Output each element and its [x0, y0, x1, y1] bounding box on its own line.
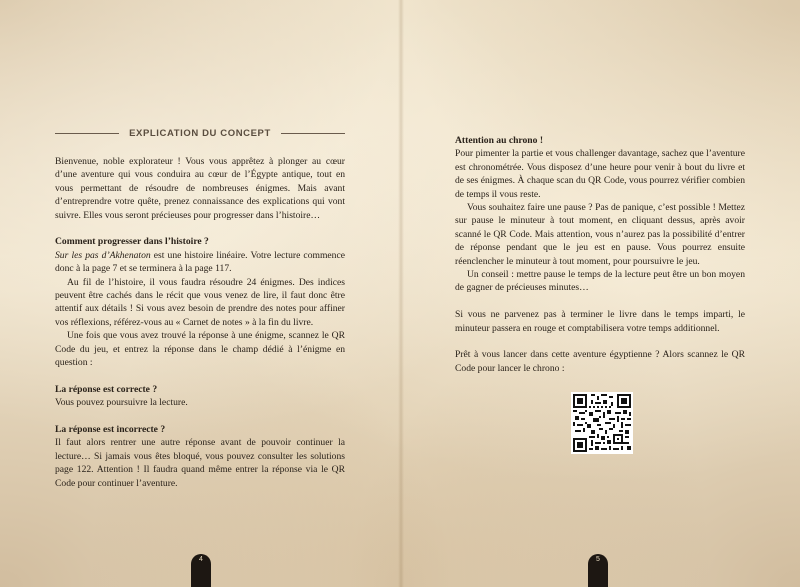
heading-rule-right	[281, 133, 345, 134]
right-text-column	[455, 134, 745, 375]
intro-paragraph: Bienvenue, noble explorateur ! Vous vous apprêtez à plonger au cœur d’une aventure qui vous conduira au cœur de l’Égypte antique, tout en vous permettant de résoudre de nombreuses énigmes. Mais avant d’entreprendre votre quête, prenez connaissance des explications qui vont suivre. Elles vous seront précieuses pour progresser dans l’histoire…	[55, 156, 345, 221]
correct-heading: La réponse est correcte ?	[55, 383, 158, 395]
incorrect-text: Il faut alors rentrer une autre réponse avant de pouvoir continuer la lecture… Si jamais vous êtes bloqué, vous pouvez consulter les solutions page 122. Attention ! Il faudra quand même entrer la réponse via le QR Code pour continuer l’aventure.	[55, 437, 345, 489]
chrono-paragraph-3: Un conseil : mettre pause le temps de la lecture peut être un bon moyen de gagner de précieuses minutes…	[455, 269, 745, 294]
progress-paragraph-1-text: est une histoire linéaire. Votre lecture commence donc à la page 7 et se terminera à la page 117.	[55, 249, 345, 275]
section-heading-text: EXPLICATION DU CONCEPT	[129, 127, 271, 139]
section-heading	[55, 126, 345, 140]
correct-text: Vous pouvez poursuivre la lecture.	[55, 397, 188, 409]
chrono-paragraph-1: Pour pimenter la partie et vous challenger davantage, sachez que l’aventure est chronométrée. Vous disposez d’une heure pour venir à bout du livre et de ses énigmes. À chaque scan du QR Code, vous pourrez vérifier combien de temps il vous reste.	[455, 148, 745, 200]
qr-code-icon[interactable]	[571, 392, 633, 454]
book-title: Sur les pas d’Akhenaton	[55, 249, 151, 261]
page-number-tab-left	[191, 550, 211, 587]
chrono-paragraph-2: Vous souhaitez faire une pause ? Pas de panique, c’est possible ! Mettez sur pause le minuteur à tout moment, en cliquant dessus, après avoir scanné le QR Code. Mais attention, vous n’aurez pas la possibilité d’entrer de réponse pendant que le jeu est en pause. Vous pourrez ensuite réenclencher le minuteur à tout moment, pour poursuivre le jeu.	[455, 202, 745, 267]
ready-paragraph: Prêt à vous lancer dans cette aventure égyptienne ? Alors scannez le QR Code pour lancer le chrono :	[455, 349, 745, 374]
right-page	[400, 0, 800, 587]
chrono-heading: Attention au chrono !	[455, 135, 544, 146]
heading-rule-left	[55, 133, 119, 134]
left-text-column	[55, 155, 345, 490]
incorrect-heading: La réponse est incorrecte ?	[55, 424, 166, 436]
page-number-tab-right	[588, 550, 608, 587]
progress-paragraph-1	[55, 249, 345, 276]
progress-paragraph-2: Au fil de l’histoire, il vous faudra résoudre 24 énigmes. Des indices peuvent être cachés dans le récit que vous venez de lire, il faut donc être attentif aux détails ! Si vous avez besoin de prendre des notes pour affiner vos réflexions, référez-vous au « Carnet de notes » à la fin du livre.	[55, 276, 345, 328]
progress-heading: Comment progresser dans l’histoire ?	[55, 236, 209, 248]
page-number-right: 5	[596, 556, 600, 563]
overtime-paragraph: Si vous ne parvenez pas à terminer le livre dans le temps imparti, le minuteur passera en rouge et comptabilisera votre temps additionnel.	[455, 309, 745, 334]
progress-paragraph-3: Une fois que vous avez trouvé la réponse à une énigme, scannez le QR Code du jeu, et entrez la réponse dans le champ dédié à l’énigme en question :	[55, 330, 345, 369]
page-number-left: 4	[199, 556, 203, 563]
